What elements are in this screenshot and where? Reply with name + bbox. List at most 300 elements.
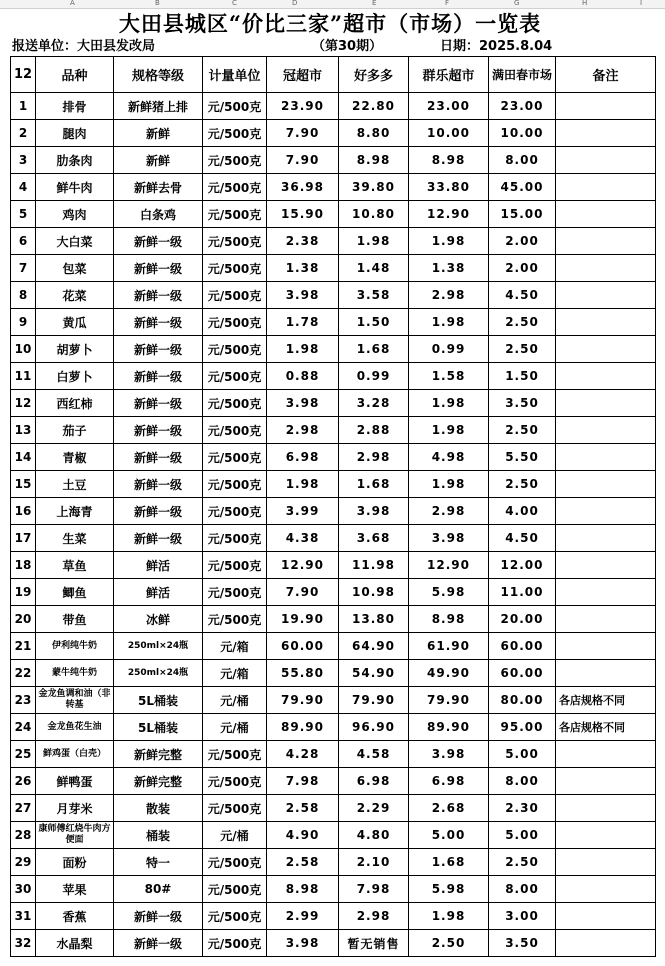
product-cell[interactable]: 金龙鱼花生油 (36, 714, 114, 741)
row-number-cell[interactable]: 18 (11, 552, 36, 579)
row-number-cell[interactable]: 19 (11, 579, 36, 606)
row-number-cell[interactable]: 21 (11, 633, 36, 660)
price-qunle-cell[interactable]: 10.00 (409, 120, 489, 147)
price-haoduoduo-cell[interactable]: 39.80 (339, 174, 409, 201)
price-mantianchun-cell[interactable]: 8.00 (489, 147, 556, 174)
spec-cell[interactable]: 新鲜一级 (114, 309, 203, 336)
unit-cell[interactable]: 元/500克 (203, 336, 267, 363)
price-guanchao-cell[interactable]: 4.90 (267, 822, 339, 849)
unit-cell[interactable]: 元/500克 (203, 228, 267, 255)
row-number-cell[interactable]: 5 (11, 201, 36, 228)
product-cell[interactable]: 伊利纯牛奶 (36, 633, 114, 660)
header-cell[interactable]: 冠超市 (267, 57, 339, 93)
price-haoduoduo-cell[interactable]: 13.80 (339, 606, 409, 633)
price-mantianchun-cell[interactable]: 8.00 (489, 876, 556, 903)
price-guanchao-cell[interactable]: 12.90 (267, 552, 339, 579)
unit-cell[interactable]: 元/500克 (203, 255, 267, 282)
row-number-cell[interactable]: 20 (11, 606, 36, 633)
note-cell[interactable] (556, 822, 656, 849)
product-cell[interactable]: 月芽米 (36, 795, 114, 822)
row-number-cell[interactable]: 28 (11, 822, 36, 849)
price-qunle-cell[interactable]: 1.68 (409, 849, 489, 876)
price-qunle-cell[interactable]: 1.98 (409, 417, 489, 444)
header-cell[interactable]: 12 (11, 57, 36, 93)
product-cell[interactable]: 西红柿 (36, 390, 114, 417)
price-guanchao-cell[interactable]: 1.98 (267, 471, 339, 498)
price-haoduoduo-cell[interactable]: 7.98 (339, 876, 409, 903)
price-haoduoduo-cell[interactable]: 1.98 (339, 228, 409, 255)
price-qunle-cell[interactable]: 5.00 (409, 822, 489, 849)
product-cell[interactable]: 鸡肉 (36, 201, 114, 228)
price-mantianchun-cell[interactable]: 60.00 (489, 633, 556, 660)
note-cell[interactable] (556, 174, 656, 201)
price-qunle-cell[interactable]: 8.98 (409, 147, 489, 174)
note-cell[interactable] (556, 849, 656, 876)
spec-cell[interactable]: 新鲜 (114, 120, 203, 147)
price-guanchao-cell[interactable]: 2.58 (267, 849, 339, 876)
price-haoduoduo-cell[interactable]: 11.98 (339, 552, 409, 579)
price-qunle-cell[interactable]: 1.98 (409, 390, 489, 417)
price-mantianchun-cell[interactable]: 3.00 (489, 903, 556, 930)
price-qunle-cell[interactable]: 12.90 (409, 552, 489, 579)
price-qunle-cell[interactable]: 1.98 (409, 903, 489, 930)
unit-cell[interactable]: 元/500克 (203, 282, 267, 309)
price-mantianchun-cell[interactable]: 11.00 (489, 579, 556, 606)
note-cell[interactable] (556, 228, 656, 255)
price-qunle-cell[interactable]: 49.90 (409, 660, 489, 687)
price-guanchao-cell[interactable]: 3.98 (267, 282, 339, 309)
price-haoduoduo-cell[interactable]: 8.80 (339, 120, 409, 147)
price-haoduoduo-cell[interactable]: 96.90 (339, 714, 409, 741)
price-qunle-cell[interactable]: 1.98 (409, 309, 489, 336)
unit-cell[interactable]: 元/500克 (203, 606, 267, 633)
price-haoduoduo-cell[interactable]: 2.98 (339, 444, 409, 471)
spec-cell[interactable]: 散装 (114, 795, 203, 822)
price-qunle-cell[interactable]: 23.00 (409, 93, 489, 120)
unit-cell[interactable]: 元/500克 (203, 579, 267, 606)
unit-cell[interactable]: 元/500克 (203, 741, 267, 768)
column-letter-e: E (372, 0, 377, 7)
row-number-cell[interactable]: 8 (11, 282, 36, 309)
price-qunle-cell[interactable]: 4.98 (409, 444, 489, 471)
price-mantianchun-cell[interactable]: 2.00 (489, 228, 556, 255)
row-number-cell[interactable]: 11 (11, 363, 36, 390)
row-number-cell[interactable]: 13 (11, 417, 36, 444)
spec-cell[interactable]: 新鲜完整 (114, 768, 203, 795)
column-letter-c: C (232, 0, 237, 7)
price-qunle-cell[interactable]: 2.50 (409, 930, 489, 957)
price-mantianchun-cell[interactable]: 4.50 (489, 282, 556, 309)
product-cell[interactable]: 香蕉 (36, 903, 114, 930)
spec-cell[interactable]: 5L桶装 (114, 687, 203, 714)
row-number-cell[interactable]: 25 (11, 741, 36, 768)
price-guanchao-cell[interactable]: 0.88 (267, 363, 339, 390)
note-cell[interactable] (556, 876, 656, 903)
price-guanchao-cell[interactable]: 1.98 (267, 336, 339, 363)
product-cell[interactable]: 包菜 (36, 255, 114, 282)
unit-cell[interactable]: 元/桶 (203, 714, 267, 741)
price-mantianchun-cell[interactable]: 1.50 (489, 363, 556, 390)
note-cell[interactable] (556, 552, 656, 579)
spec-cell[interactable]: 新鲜一级 (114, 525, 203, 552)
price-qunle-cell[interactable]: 12.90 (409, 201, 489, 228)
price-guanchao-cell[interactable]: 2.98 (267, 417, 339, 444)
spec-cell[interactable]: 白条鸡 (114, 201, 203, 228)
product-cell[interactable]: 青椒 (36, 444, 114, 471)
price-mantianchun-cell[interactable]: 10.00 (489, 120, 556, 147)
product-cell[interactable]: 草鱼 (36, 552, 114, 579)
spec-cell[interactable]: 新鲜一级 (114, 498, 203, 525)
price-guanchao-cell[interactable]: 8.98 (267, 876, 339, 903)
price-haoduoduo-cell[interactable]: 22.80 (339, 93, 409, 120)
price-haoduoduo-cell[interactable]: 1.68 (339, 471, 409, 498)
price-guanchao-cell[interactable]: 55.80 (267, 660, 339, 687)
row-number-cell[interactable]: 1 (11, 93, 36, 120)
price-guanchao-cell[interactable]: 3.99 (267, 498, 339, 525)
unit-cell[interactable]: 元/500克 (203, 768, 267, 795)
note-cell[interactable] (556, 579, 656, 606)
price-haoduoduo-cell[interactable]: 2.88 (339, 417, 409, 444)
price-haoduoduo-cell[interactable]: 54.90 (339, 660, 409, 687)
price-guanchao-cell[interactable]: 1.38 (267, 255, 339, 282)
price-haoduoduo-cell[interactable]: 2.10 (339, 849, 409, 876)
note-cell[interactable] (556, 201, 656, 228)
note-cell[interactable] (556, 309, 656, 336)
price-mantianchun-cell[interactable]: 2.50 (489, 309, 556, 336)
unit-cell[interactable]: 元/500克 (203, 147, 267, 174)
note-cell[interactable] (556, 525, 656, 552)
row-number-cell[interactable]: 10 (11, 336, 36, 363)
header-cell[interactable]: 满田春市场 (489, 57, 556, 93)
price-haoduoduo-cell[interactable]: 2.98 (339, 903, 409, 930)
spec-cell[interactable]: 新鲜猪上排 (114, 93, 203, 120)
price-mantianchun-cell[interactable]: 80.00 (489, 687, 556, 714)
price-guanchao-cell[interactable]: 4.38 (267, 525, 339, 552)
spec-cell[interactable]: 冰鲜 (114, 606, 203, 633)
price-haoduoduo-cell[interactable]: 3.28 (339, 390, 409, 417)
price-qunle-cell[interactable]: 5.98 (409, 876, 489, 903)
product-cell[interactable]: 金龙鱼调和油（非转基 (36, 687, 114, 714)
spec-cell[interactable]: 新鲜一级 (114, 471, 203, 498)
spec-cell[interactable]: 新鲜一级 (114, 282, 203, 309)
product-cell[interactable]: 茄子 (36, 417, 114, 444)
price-mantianchun-cell[interactable]: 3.50 (489, 390, 556, 417)
note-cell[interactable] (556, 795, 656, 822)
row-number-cell[interactable]: 26 (11, 768, 36, 795)
price-qunle-cell[interactable]: 61.90 (409, 633, 489, 660)
price-haoduoduo-cell[interactable]: 3.98 (339, 498, 409, 525)
price-qunle-cell[interactable]: 89.90 (409, 714, 489, 741)
unit-cell[interactable]: 元/箱 (203, 633, 267, 660)
price-haoduoduo-cell[interactable]: 4.58 (339, 741, 409, 768)
product-cell[interactable]: 腿肉 (36, 120, 114, 147)
price-haoduoduo-cell[interactable]: 1.68 (339, 336, 409, 363)
price-qunle-cell[interactable]: 1.98 (409, 471, 489, 498)
price-mantianchun-cell[interactable]: 20.00 (489, 606, 556, 633)
price-mantianchun-cell[interactable]: 3.50 (489, 930, 556, 957)
table-row (11, 363, 656, 390)
product-cell[interactable]: 鲫鱼 (36, 579, 114, 606)
price-haoduoduo-cell[interactable]: 4.80 (339, 822, 409, 849)
price-qunle-cell[interactable]: 2.68 (409, 795, 489, 822)
price-qunle-cell[interactable]: 1.58 (409, 363, 489, 390)
price-mantianchun-cell[interactable]: 23.00 (489, 93, 556, 120)
note-cell[interactable] (556, 633, 656, 660)
price-mantianchun-cell[interactable]: 2.30 (489, 795, 556, 822)
note-cell[interactable] (556, 417, 656, 444)
spec-cell[interactable]: 新鲜完整 (114, 741, 203, 768)
product-cell[interactable]: 鲜鸡蛋（白壳） (36, 741, 114, 768)
product-cell[interactable]: 生菜 (36, 525, 114, 552)
row-number-cell[interactable]: 16 (11, 498, 36, 525)
price-haoduoduo-cell[interactable]: 暂无销售 (339, 930, 409, 957)
price-mantianchun-cell[interactable]: 5.00 (489, 741, 556, 768)
header-cell[interactable]: 规格等级 (114, 57, 203, 93)
row-number-cell[interactable]: 14 (11, 444, 36, 471)
note-cell[interactable] (556, 444, 656, 471)
price-guanchao-cell[interactable]: 19.90 (267, 606, 339, 633)
price-haoduoduo-cell[interactable]: 1.48 (339, 255, 409, 282)
product-cell[interactable]: 水晶梨 (36, 930, 114, 957)
price-qunle-cell[interactable]: 1.38 (409, 255, 489, 282)
header-cell[interactable]: 备注 (556, 57, 656, 93)
row-number-cell[interactable]: 3 (11, 147, 36, 174)
header-cell[interactable]: 品种 (36, 57, 114, 93)
row-number-cell[interactable]: 29 (11, 849, 36, 876)
price-qunle-cell[interactable]: 3.98 (409, 741, 489, 768)
price-qunle-cell[interactable]: 33.80 (409, 174, 489, 201)
unit-cell[interactable]: 元/桶 (203, 687, 267, 714)
price-mantianchun-cell[interactable]: 2.50 (489, 336, 556, 363)
product-cell[interactable]: 鲜鸭蛋 (36, 768, 114, 795)
price-guanchao-cell[interactable]: 7.90 (267, 147, 339, 174)
spec-cell[interactable]: 桶装 (114, 822, 203, 849)
spec-cell[interactable]: 新鲜 (114, 147, 203, 174)
product-cell[interactable]: 黄瓜 (36, 309, 114, 336)
spec-cell[interactable]: 新鲜一级 (114, 417, 203, 444)
price-haoduoduo-cell[interactable]: 2.29 (339, 795, 409, 822)
unit-cell[interactable]: 元/箱 (203, 660, 267, 687)
product-cell[interactable]: 康师傅红烧牛肉方便面 (36, 822, 114, 849)
spec-cell[interactable]: 鲜活 (114, 552, 203, 579)
price-guanchao-cell[interactable]: 2.38 (267, 228, 339, 255)
price-guanchao-cell[interactable]: 3.98 (267, 930, 339, 957)
price-guanchao-cell[interactable]: 4.28 (267, 741, 339, 768)
price-haoduoduo-cell[interactable]: 64.90 (339, 633, 409, 660)
spec-cell[interactable]: 250ml×24瓶 (114, 660, 203, 687)
price-haoduoduo-cell[interactable]: 79.90 (339, 687, 409, 714)
price-guanchao-cell[interactable]: 2.58 (267, 795, 339, 822)
price-mantianchun-cell[interactable]: 8.00 (489, 768, 556, 795)
row-number-cell[interactable]: 27 (11, 795, 36, 822)
product-cell[interactable]: 面粉 (36, 849, 114, 876)
row-number-cell[interactable]: 30 (11, 876, 36, 903)
note-cell[interactable] (556, 930, 656, 957)
note-cell[interactable] (556, 768, 656, 795)
price-qunle-cell[interactable]: 5.98 (409, 579, 489, 606)
price-guanchao-cell[interactable]: 6.98 (267, 444, 339, 471)
price-haoduoduo-cell[interactable]: 6.98 (339, 768, 409, 795)
price-guanchao-cell[interactable]: 36.98 (267, 174, 339, 201)
row-number-cell[interactable]: 12 (11, 390, 36, 417)
spec-cell[interactable]: 新鲜一级 (114, 444, 203, 471)
price-haoduoduo-cell[interactable]: 8.98 (339, 147, 409, 174)
spec-cell[interactable]: 新鲜一级 (114, 390, 203, 417)
spec-cell[interactable]: 特一 (114, 849, 203, 876)
note-cell[interactable]: 各店规格不同 (556, 714, 656, 741)
price-guanchao-cell[interactable]: 79.90 (267, 687, 339, 714)
unit-cell[interactable]: 元/500克 (203, 552, 267, 579)
note-cell[interactable] (556, 255, 656, 282)
price-qunle-cell[interactable]: 2.98 (409, 282, 489, 309)
price-guanchao-cell[interactable]: 23.90 (267, 93, 339, 120)
row-number-cell[interactable]: 17 (11, 525, 36, 552)
price-mantianchun-cell[interactable]: 45.00 (489, 174, 556, 201)
note-cell[interactable] (556, 120, 656, 147)
price-qunle-cell[interactable]: 3.98 (409, 525, 489, 552)
product-cell[interactable]: 胡萝卜 (36, 336, 114, 363)
price-mantianchun-cell[interactable]: 12.00 (489, 552, 556, 579)
spec-cell[interactable]: 新鲜一级 (114, 363, 203, 390)
unit-cell[interactable]: 元/500克 (203, 525, 267, 552)
price-mantianchun-cell[interactable]: 2.50 (489, 417, 556, 444)
header-cell[interactable]: 计量单位 (203, 57, 267, 93)
price-guanchao-cell[interactable]: 7.98 (267, 768, 339, 795)
price-guanchao-cell[interactable]: 2.99 (267, 903, 339, 930)
row-number-cell[interactable]: 24 (11, 714, 36, 741)
price-mantianchun-cell[interactable]: 5.00 (489, 822, 556, 849)
spec-cell[interactable]: 5L桶装 (114, 714, 203, 741)
price-guanchao-cell[interactable]: 7.90 (267, 120, 339, 147)
unit-cell[interactable]: 元/500克 (203, 93, 267, 120)
row-number-cell[interactable]: 6 (11, 228, 36, 255)
price-mantianchun-cell[interactable]: 4.00 (489, 498, 556, 525)
spec-cell[interactable]: 新鲜一级 (114, 255, 203, 282)
price-mantianchun-cell[interactable]: 4.50 (489, 525, 556, 552)
price-guanchao-cell[interactable]: 7.90 (267, 579, 339, 606)
unit-cell[interactable]: 元/500克 (203, 201, 267, 228)
price-qunle-cell[interactable]: 2.98 (409, 498, 489, 525)
product-cell[interactable]: 鲜牛肉 (36, 174, 114, 201)
product-cell[interactable]: 白萝卜 (36, 363, 114, 390)
product-cell[interactable]: 花菜 (36, 282, 114, 309)
unit-cell[interactable]: 元/500克 (203, 849, 267, 876)
header-cell[interactable]: 好多多 (339, 57, 409, 93)
price-qunle-cell[interactable]: 6.98 (409, 768, 489, 795)
note-cell[interactable] (556, 903, 656, 930)
price-guanchao-cell[interactable]: 3.98 (267, 390, 339, 417)
product-cell[interactable]: 苹果 (36, 876, 114, 903)
unit-cell[interactable]: 元/500克 (203, 498, 267, 525)
note-cell[interactable] (556, 93, 656, 120)
price-haoduoduo-cell[interactable]: 3.68 (339, 525, 409, 552)
note-cell[interactable] (556, 282, 656, 309)
price-guanchao-cell[interactable]: 1.78 (267, 309, 339, 336)
price-mantianchun-cell[interactable]: 95.00 (489, 714, 556, 741)
price-haoduoduo-cell[interactable]: 1.50 (339, 309, 409, 336)
price-guanchao-cell[interactable]: 60.00 (267, 633, 339, 660)
row-number-cell[interactable]: 9 (11, 309, 36, 336)
unit-cell[interactable]: 元/500克 (203, 930, 267, 957)
price-haoduoduo-cell[interactable]: 10.80 (339, 201, 409, 228)
unit-cell[interactable]: 元/500克 (203, 903, 267, 930)
row-number-cell[interactable]: 23 (11, 687, 36, 714)
product-cell[interactable]: 上海青 (36, 498, 114, 525)
spec-cell[interactable]: 新鲜一级 (114, 228, 203, 255)
price-haoduoduo-cell[interactable]: 10.98 (339, 579, 409, 606)
note-cell[interactable] (556, 147, 656, 174)
spec-cell[interactable]: 80# (114, 876, 203, 903)
row-number-cell[interactable]: 15 (11, 471, 36, 498)
spec-cell[interactable]: 新鲜一级 (114, 336, 203, 363)
unit-cell[interactable]: 元/500克 (203, 120, 267, 147)
unit-cell[interactable]: 元/500克 (203, 390, 267, 417)
note-cell[interactable] (556, 471, 656, 498)
row-number-cell[interactable]: 4 (11, 174, 36, 201)
price-haoduoduo-cell[interactable]: 3.58 (339, 282, 409, 309)
row-number-cell[interactable]: 7 (11, 255, 36, 282)
price-guanchao-cell[interactable]: 89.90 (267, 714, 339, 741)
unit-cell[interactable]: 元/500克 (203, 309, 267, 336)
price-guanchao-cell[interactable]: 15.90 (267, 201, 339, 228)
row-number-cell[interactable]: 31 (11, 903, 36, 930)
product-cell[interactable]: 排骨 (36, 93, 114, 120)
note-cell[interactable] (556, 606, 656, 633)
spec-cell[interactable]: 新鲜一级 (114, 903, 203, 930)
unit-cell[interactable]: 元/桶 (203, 822, 267, 849)
price-qunle-cell[interactable]: 8.98 (409, 606, 489, 633)
price-qunle-cell[interactable]: 79.90 (409, 687, 489, 714)
price-mantianchun-cell[interactable]: 2.50 (489, 849, 556, 876)
price-qunle-cell[interactable]: 1.98 (409, 228, 489, 255)
note-cell[interactable] (556, 741, 656, 768)
header-cell[interactable]: 群乐超市 (409, 57, 489, 93)
price-haoduoduo-cell[interactable]: 0.99 (339, 363, 409, 390)
note-cell[interactable] (556, 363, 656, 390)
spec-cell[interactable]: 250ml×24瓶 (114, 633, 203, 660)
note-cell[interactable]: 各店规格不同 (556, 687, 656, 714)
price-mantianchun-cell[interactable]: 15.00 (489, 201, 556, 228)
note-cell[interactable] (556, 660, 656, 687)
note-cell[interactable] (556, 336, 656, 363)
product-cell[interactable]: 土豆 (36, 471, 114, 498)
unit-cell[interactable]: 元/500克 (203, 795, 267, 822)
price-mantianchun-cell[interactable]: 5.50 (489, 444, 556, 471)
product-cell[interactable]: 蒙牛纯牛奶 (36, 660, 114, 687)
spec-cell[interactable]: 新鲜去骨 (114, 174, 203, 201)
product-cell[interactable]: 肋条肉 (36, 147, 114, 174)
price-mantianchun-cell[interactable]: 2.50 (489, 471, 556, 498)
note-cell[interactable] (556, 498, 656, 525)
price-qunle-cell[interactable]: 0.99 (409, 336, 489, 363)
price-mantianchun-cell[interactable]: 2.00 (489, 255, 556, 282)
unit-cell[interactable]: 元/500克 (203, 471, 267, 498)
unit-cell[interactable]: 元/500克 (203, 444, 267, 471)
note-cell[interactable] (556, 390, 656, 417)
unit-cell[interactable]: 元/500克 (203, 417, 267, 444)
unit-cell[interactable]: 元/500克 (203, 174, 267, 201)
unit-cell[interactable]: 元/500克 (203, 363, 267, 390)
price-mantianchun-cell[interactable]: 60.00 (489, 660, 556, 687)
row-number-cell[interactable]: 32 (11, 930, 36, 957)
row-number-cell[interactable]: 22 (11, 660, 36, 687)
product-cell[interactable]: 带鱼 (36, 606, 114, 633)
spec-cell[interactable]: 新鲜一级 (114, 930, 203, 957)
unit-cell[interactable]: 元/500克 (203, 876, 267, 903)
row-number-cell[interactable]: 2 (11, 120, 36, 147)
product-cell[interactable]: 大白菜 (36, 228, 114, 255)
spec-cell[interactable]: 鲜活 (114, 579, 203, 606)
